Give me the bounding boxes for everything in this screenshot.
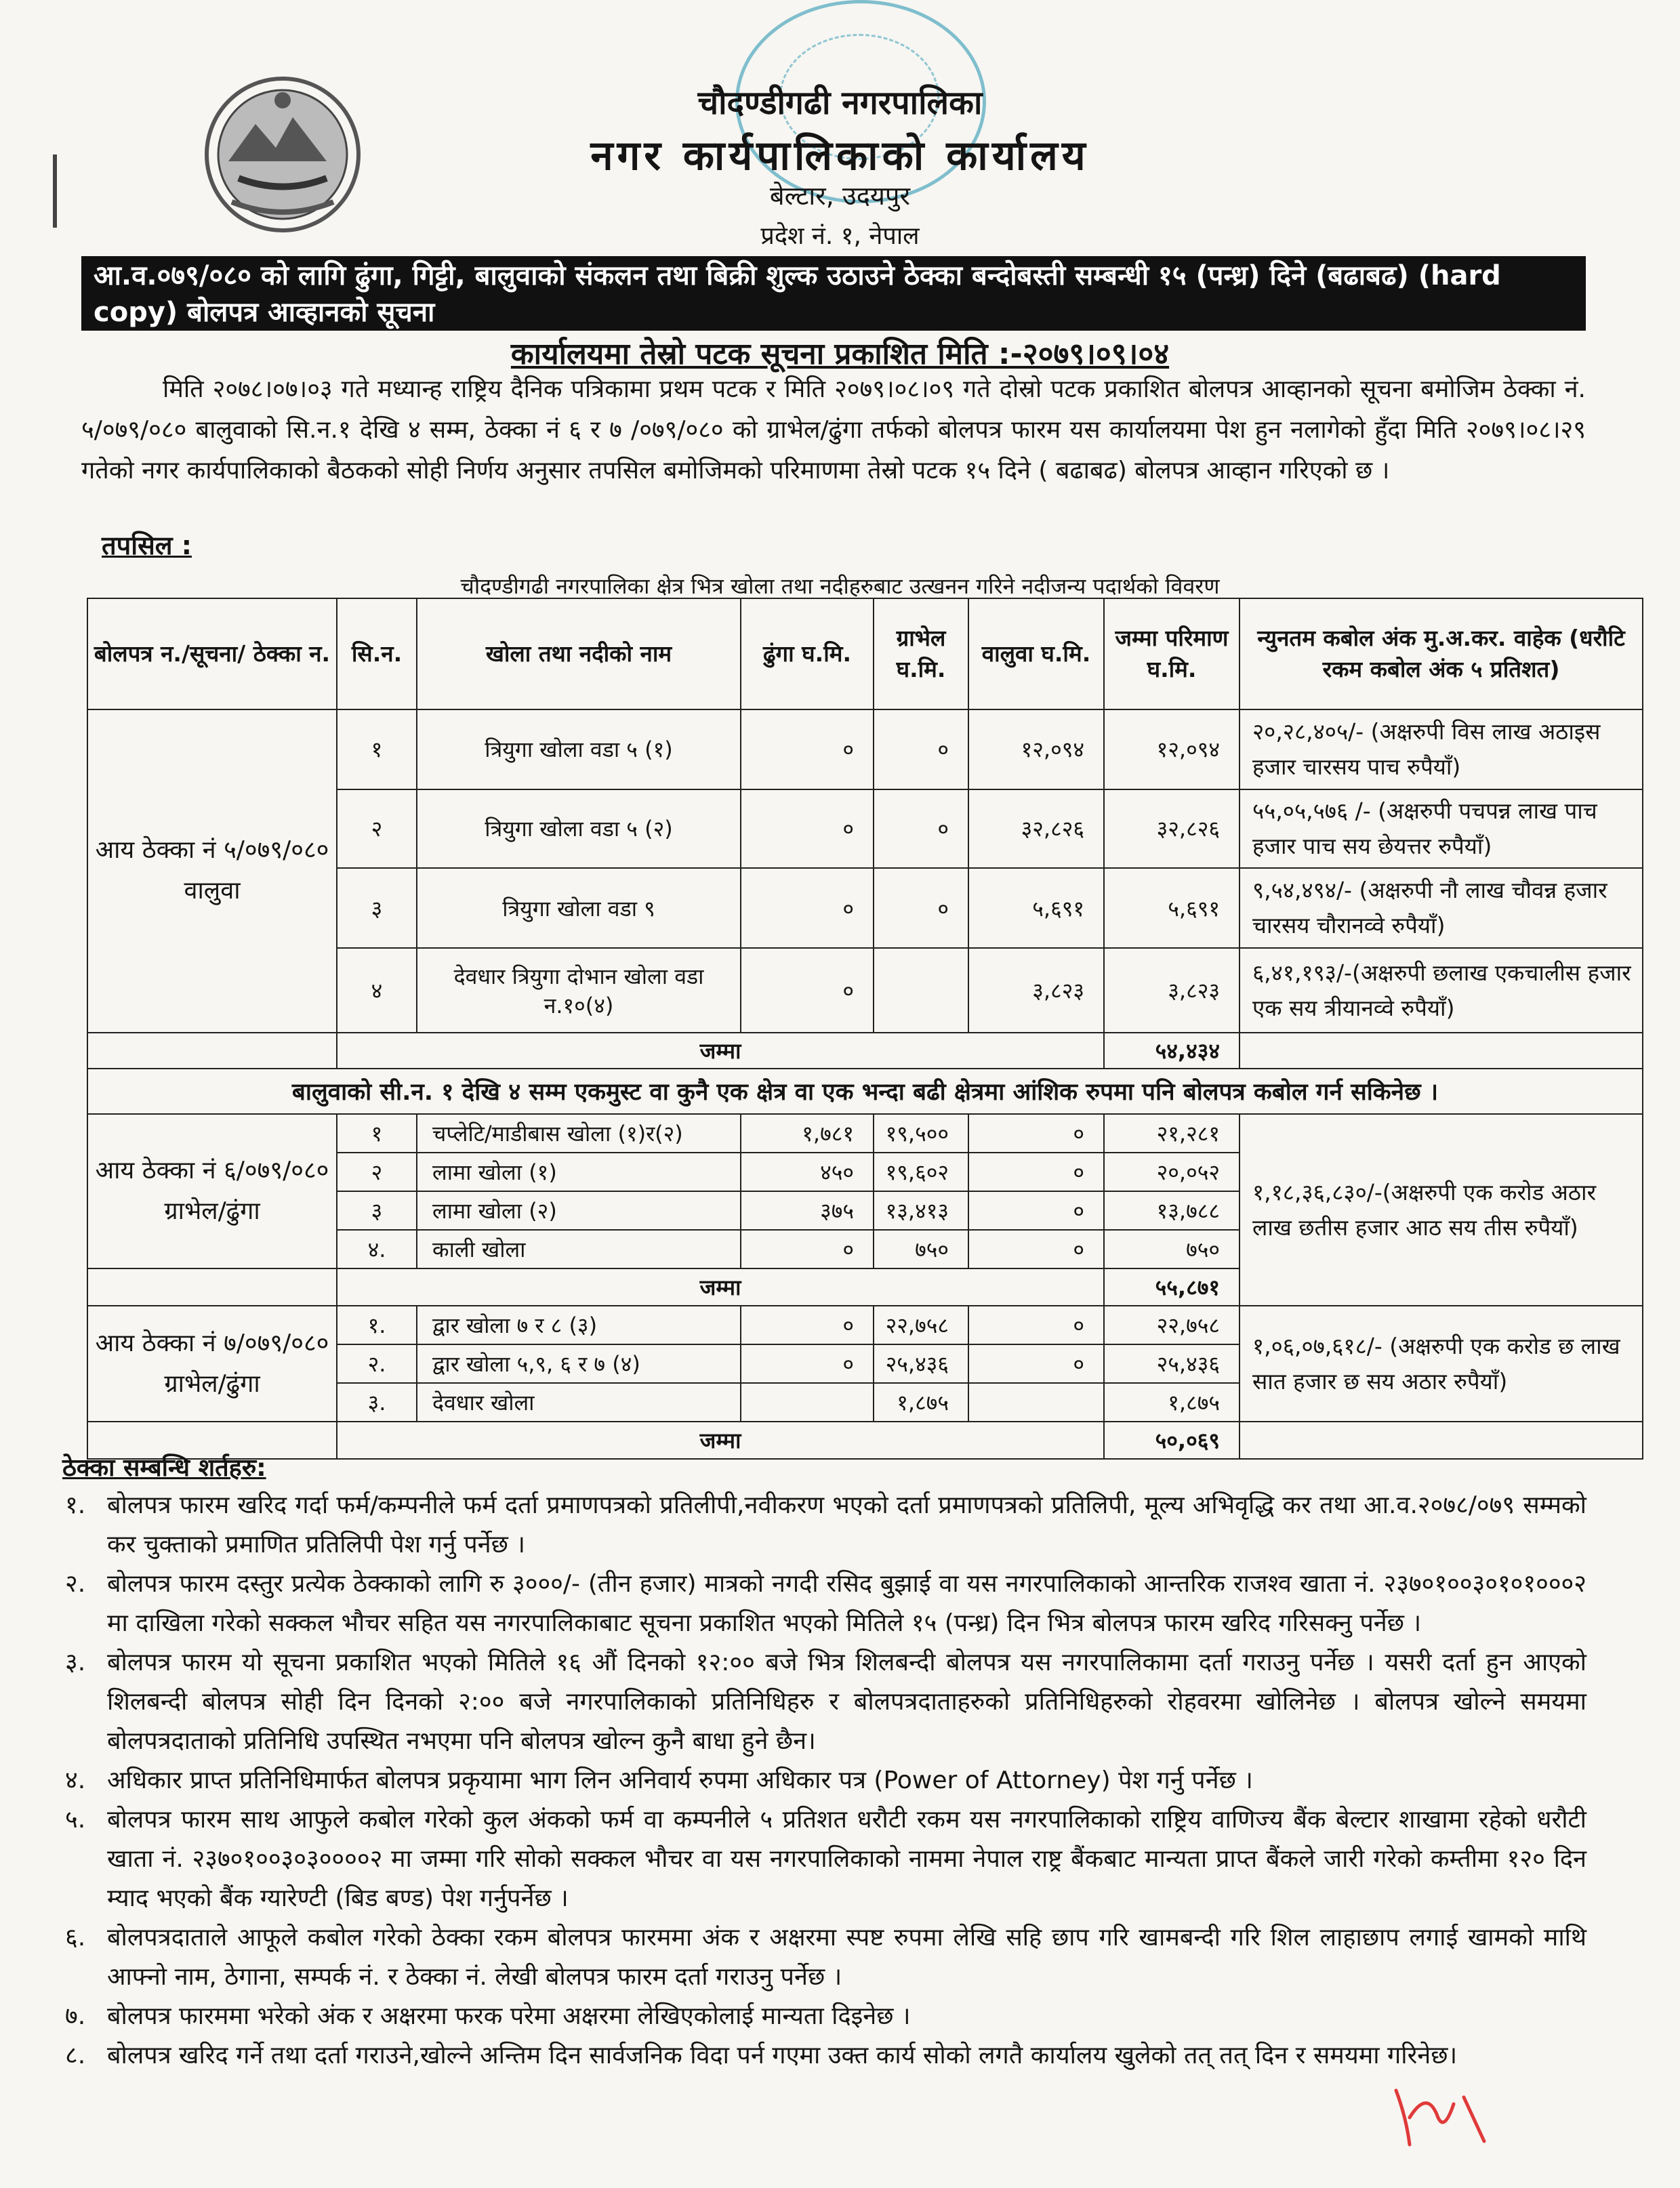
total-label: जम्मा	[337, 1268, 1104, 1306]
total-label: जम्मा	[337, 1422, 1104, 1459]
total-label: जम्मा	[337, 1033, 1104, 1069]
condition-number: ३.	[65, 1649, 86, 1676]
condition-number: ५.	[65, 1806, 86, 1834]
stone-cell: ०	[741, 868, 874, 948]
sand-cell: ५,६९१	[968, 868, 1104, 948]
stone-cell: ०	[741, 1344, 874, 1383]
header-total: जम्मा परिमाण घ.मि.	[1104, 598, 1239, 709]
sn-cell: ३	[337, 868, 417, 948]
condition-text: बोलपत्रदाताले आफूले कबोल गरेको ठेक्का रकम बोलपत्र फारममा अंक र अक्षरमा स्पष्ट रुपमा लेखि सहि छाप गरि खामबन्दी गरि शिल लाहाछाप लगाई खामको माथि आफ्नो नाम, ठेगाना, सम्पर्क नं. र ठेक्का नं. लेखी बोलपत्र फारम दर्ता गराउनु पर्नेछ ।	[107, 1924, 1586, 1991]
sand-cell: ०	[968, 1114, 1104, 1153]
min-bid-cell: १,१८,३६,८३०/-(अक्षरुपी एक करोड अठार लाख छतीस हजार आठ सय तीस रुपैयाँ)	[1239, 1114, 1643, 1306]
condition-text: बोलपत्र फारम साथ आफुले कबोल गरेको कुल अंकको फर्म वा कम्पनीले ५ प्रतिशत धरौटी रकम यस नगरपालिकाको राष्ट्रिय वाणिज्य बैंक बेल्टार शाखामा रहेको धरौटी खाता नं. २३७०१००३०३००००२ मा जम्मा गरि सोको सक्कल भौचर वा यस नगरपालिकाको नाममा नेपाल राष्ट्र बैंकबाट मान्यता प्राप्त बैंकले जारी गरेको कम्तीमा १२० दिन म्याद भएको बैंक ग्यारेण्टी (बिड बण्ड) पेश गर्नुपर्नेछ ।	[107, 1806, 1586, 1912]
total-cell: ५,६९१	[1104, 868, 1239, 948]
intro-paragraph: मिति २०७८।०७।०३ गते मध्यान्ह राष्ट्रिय दैनिक पत्रिकामा प्रथम पटक र मिति २०७९।०८।०९ गते दोस्रो पटक प्रकाशित बोलपत्र आव्हानको सूचना बमोजिम ठेक्का नं. ५/०७९/०८० बालुवाको सि.न.१ देखि ४ सम्म, ठेक्का नं ६ र ७ /०७९/०८० को ग्राभेल/ढुंगा तर्फको बोलपत्र फारम यस कार्यालयमा पेश हुन नलागेको हुँदा मिति २०७९।०८।२९ गतेको नगर कार्यपालिकाको बैठकको सोही निर्णय अनुसार तपसिल बमोजिमको परिमाणमा तेस्रो पटक १५ दिने ( बढाबढ) बोलपत्र आव्हान गरिएको छ ।	[81, 375, 1586, 484]
group-total: ५५,८७१	[1104, 1268, 1239, 1306]
sand-note: बालुवाको सी.न. १ देखि ४ सम्म एकमुस्ट वा कुनै एक क्षेत्र वा एक भन्दा बढी क्षेत्रमा आंशिक रुपमा पनि बोलपत्र कबोल गर्न सकिनेछ ।	[87, 1069, 1643, 1115]
gravel-cell: ०	[874, 868, 968, 948]
condition-text: बोलपत्र फारम दस्तुर प्रत्येक ठेक्काको लागि रु ३०००/- (तीन हजार) मात्रको नगदी रसिद बुझाई वा यस नगरपालिकाको आन्तरिक राजश्व खाता नं. २३७०१००३०१०१०००२ मा दाखिला गरेको सक्कल भौचर सहित यस नगरपालिकाबाट सूचना प्रकाशित भएको मितिले १५ (पन्ध्र) दिन भित्र बोलपत्र फारम खरिद गरिसक्नु पर्नेछ ।	[107, 1570, 1586, 1637]
total-cell: १,८७५	[1104, 1383, 1239, 1422]
total-row	[87, 1422, 1643, 1459]
stone-cell: ३७५	[741, 1191, 874, 1230]
stone-cell: १,७८१	[741, 1114, 874, 1153]
sn-cell: १	[337, 709, 417, 789]
municipality-name: चौदण्डीगढी नगरपालिका	[697, 84, 983, 122]
river-cell: त्रियुगा खोला वडा ९	[417, 868, 741, 948]
conditions-list	[65, 1486, 1586, 2076]
river-cell: द्वार खोला ७ र ८ (३)	[417, 1306, 741, 1344]
gravel-cell: ०	[874, 789, 968, 868]
gravel-cell: ०	[874, 709, 968, 789]
contract-cell: आय ठेक्का नं ७/०७९/०८० ग्राभेल/ढुंगा	[87, 1306, 337, 1422]
river-cell: देवधार खोला	[417, 1383, 741, 1422]
sand-cell: १२,०९४	[968, 709, 1104, 789]
condition-item	[65, 1918, 1586, 1997]
stone-cell: ०	[741, 709, 874, 789]
header-sn: सि.न.	[337, 598, 417, 709]
total-cell: ३२,८२६	[1104, 789, 1239, 868]
total-cell: १२,०९४	[1104, 709, 1239, 789]
total-row	[87, 1033, 1643, 1069]
condition-item	[65, 1643, 1586, 1761]
condition-text: बोलपत्र फारम खरिद गर्दा फर्म/कम्पनीले फर्म दर्ता प्रमाणपत्रको प्रतिलीपी,नवीकरण भएको दर्ता प्रमाणपत्रको प्रतिलिपी, मूल्य अभिवृद्धि कर तथा आ.व.२०७८/०७९ सम्मको कर चुक्ताको प्रमाणित प्रतिलिपी पेश गर्नु पर्नेछ ।	[107, 1491, 1586, 1559]
sn-cell: १.	[337, 1306, 417, 1344]
condition-item	[65, 1761, 1586, 1800]
min-bid-cell: ५५,०५,५७६ /- (अक्षरुपी पचपन्न लाख पाच हजार पाच सय छेयत्तर रुपैयाँ)	[1239, 789, 1643, 868]
condition-item	[65, 2036, 1586, 2076]
sn-cell: ४.	[337, 1230, 417, 1268]
signature-mark	[1389, 2077, 1498, 2151]
header-gravel: ग्राभेल घ.मि.	[874, 598, 968, 709]
conditions-heading: ठेक्का सम्बन्धि शर्तहरु:	[62, 1454, 266, 1482]
table-row	[87, 1306, 1643, 1344]
sand-cell: ३,८२३	[968, 948, 1104, 1033]
sand-note-row	[87, 1069, 1643, 1115]
gravel-cell: १,८७५	[874, 1383, 968, 1422]
sand-cell: ०	[968, 1230, 1104, 1268]
stone-cell	[741, 1383, 874, 1422]
river-cell: चप्लेटि/माडीबास खोला (१)र(२)	[417, 1114, 741, 1153]
condition-text: बोलपत्र फारममा भरेको अंक र अक्षरमा फरक परेमा अक्षरमा लेखिएकोलाई मान्यता दिइनेछ ।	[107, 2002, 911, 2030]
river-cell: लामा खोला (२)	[417, 1191, 741, 1230]
extraction-table	[87, 598, 1643, 1460]
contract-cell-filler	[87, 1033, 337, 1069]
header-contract: बोलपत्र न./सूचना/ ठेक्का न.	[87, 598, 337, 709]
river-cell: लामा खोला (१)	[417, 1153, 741, 1191]
condition-number: २.	[65, 1570, 86, 1598]
group-total: ५४,४३४	[1104, 1033, 1239, 1069]
contract-cell: आय ठेक्का नं ६/०७९/०८० ग्राभेल/ढुंगा	[87, 1114, 337, 1268]
condition-item	[65, 1800, 1586, 1918]
condition-number: ७.	[65, 2002, 86, 2030]
sand-cell: ०	[968, 1344, 1104, 1383]
min-bid-cell: ६,४१,१९३/-(अक्षरुपी छलाख एकचालीस हजार एक सय त्रीयानव्वे रुपैयाँ)	[1239, 948, 1643, 1033]
province-line: प्रदेश नं. १, नेपाल	[760, 222, 920, 250]
river-cell: काली खोला	[417, 1230, 741, 1268]
sand-cell: ०	[968, 1306, 1104, 1344]
condition-item	[65, 1486, 1586, 1565]
sn-cell: ३.	[337, 1383, 417, 1422]
sn-cell: २.	[337, 1344, 417, 1383]
sn-cell: १	[337, 1114, 417, 1153]
contract-cell-filler	[87, 1268, 337, 1306]
river-cell: त्रियुगा खोला वडा ५ (१)	[417, 709, 741, 789]
min-bid-cell: ९,५४,४९४/- (अक्षरुपी नौ लाख चौवन्न हजार चारसय चौरानव्वे रुपैयाँ)	[1239, 868, 1643, 948]
republish-date-line: कार्यालयमा तेस्रो पटक सूचना प्रकाशित मिति :-२०७९।०९।०४	[510, 337, 1170, 371]
empty-cell	[1239, 1422, 1643, 1459]
empty-cell	[1239, 1033, 1643, 1069]
condition-text: अधिकार प्राप्त प्रतिनिधिमार्फत बोलपत्र प्रकृयामा भाग लिन अनिवार्य रुपमा अधिकार पत्र (Power of Attorney) पेश गर्नु पर्नेछ ।	[107, 1767, 1253, 1794]
sand-cell: ०	[968, 1153, 1104, 1191]
office-name: नगर कार्यपालिकाको कार्यालय	[590, 132, 1090, 180]
contract-cell: आय ठेक्का नं ५/०७९/०८० वालुवा	[87, 709, 337, 1033]
header-min-bid: न्युनतम कबोल अंक मु.अ.कर. वाहेक (धरौटि रकम कबोल अंक ५ प्रतिशत)	[1239, 598, 1643, 709]
river-cell: द्वार खोला ५,९, ६ र ७ (४)	[417, 1344, 741, 1383]
gravel-cell: १९,५००	[874, 1114, 968, 1153]
condition-item	[65, 1997, 1586, 2036]
sand-cell	[968, 1383, 1104, 1422]
stone-cell: ४५०	[741, 1153, 874, 1191]
min-bid-cell: २०,२८,४०५/- (अक्षरुपी विस लाख अठाइस हजार चारसय पाच रुपैयाँ)	[1239, 709, 1643, 789]
stone-cell: ०	[741, 1230, 874, 1268]
river-cell: देवधार त्रियुगा दोभान खोला वडा न.१०(४)	[417, 948, 741, 1033]
sn-cell: ३	[337, 1191, 417, 1230]
total-cell: ७५०	[1104, 1230, 1239, 1268]
total-cell: १३,७८८	[1104, 1191, 1239, 1230]
gravel-cell: १३,४१३	[874, 1191, 968, 1230]
table-header-row	[87, 598, 1643, 709]
gravel-cell: २२,७५८	[874, 1306, 968, 1344]
stone-cell: ०	[741, 948, 874, 1033]
group-total: ५०,०६९	[1104, 1422, 1239, 1459]
sn-cell: २	[337, 1153, 417, 1191]
river-cell: त्रियुगा खोला वडा ५ (२)	[417, 789, 741, 868]
header-river: खोला तथा नदीको नाम	[417, 598, 741, 709]
stone-cell: ०	[741, 789, 874, 868]
condition-text: बोलपत्र फारम यो सूचना प्रकाशित भएको मितिले १६ औं दिनको १२:०० बजे भित्र शिलबन्दी बोलपत्र यस नगरपालिकामा दर्ता गराउनु पर्नेछ । यसरी दर्ता हुन आएको शिलबन्दी बोलपत्र सोही दिन दिनको २:०० बजे नगरपालिकाको प्रतिनिधिहरु र बोलपत्रदाताहरुको प्रतिनिधिहरुको रोहवरमा खोलिनेछ । बोलपत्र खोल्ने समयमा बोलपत्रदाताको प्रतिनिधि उपस्थित नभएमा पनि बोलपत्र खोल्न कुनै बाधा हुने छैन।	[107, 1649, 1586, 1755]
sand-cell: ३२,८२६	[968, 789, 1104, 868]
condition-item	[65, 1565, 1586, 1643]
header-stone: ढुंगा घ.मि.	[741, 598, 874, 709]
sn-cell: ४	[337, 948, 417, 1033]
min-bid-cell: १,०६,०७,६१८/- (अक्षरुपी एक करोड छ लाख सात हजार छ सय अठार रुपैयाँ)	[1239, 1306, 1643, 1422]
header-sand: वालुवा घ.मि.	[968, 598, 1104, 709]
gravel-cell: १९,६०२	[874, 1153, 968, 1191]
total-cell: २०,०५२	[1104, 1153, 1239, 1191]
total-cell: २२,७५८	[1104, 1306, 1239, 1344]
total-cell: ३,८२३	[1104, 948, 1239, 1033]
condition-text: बोलपत्र खरिद गर्ने तथा दर्ता गराउने,खोल्ने अन्तिम दिन सार्वजनिक विदा पर्न गएमा उक्त कार्य सोको लगतै कार्यालय खुलेको तत् तत् दिन र समयमा गरिनेछ।	[107, 2042, 1458, 2069]
condition-number: ८.	[65, 2042, 86, 2069]
condition-number: ४.	[65, 1767, 86, 1794]
sand-cell: ०	[968, 1191, 1104, 1230]
condition-number: १.	[65, 1491, 86, 1519]
sn-cell: २	[337, 789, 417, 868]
gravel-cell: २५,४३६	[874, 1344, 968, 1383]
total-cell: २५,४३६	[1104, 1344, 1239, 1383]
table-row	[87, 709, 1643, 789]
tapasil-label: तपसिल :	[102, 531, 192, 560]
gravel-cell	[874, 948, 968, 1033]
table-row	[87, 1114, 1643, 1153]
table-caption: चौदण्डीगढी नगरपालिका क्षेत्र भित्र खोला तथा नदीहरुबाट उत्खनन गरिने नदीजन्य पदार्थको विवरण	[460, 573, 1220, 599]
office-address: बेल्टार, उदयपुर	[769, 181, 911, 211]
stone-cell: ०	[741, 1306, 874, 1344]
total-cell: २१,२८१	[1104, 1114, 1239, 1153]
condition-number: ६.	[65, 1924, 86, 1952]
notice-title-banner: आ.व.०७९/०८० को लागि ढुंगा, गिट्टी, बालुवाको संकलन तथा बिक्री शुल्क उठाउने ठेक्का बन्दोबस्ती सम्बन्धी १५ (पन्ध्र) दिने (बढाबढ) (hard copy) बोलपत्र आव्हानको सूचना	[81, 256, 1586, 331]
gravel-cell: ७५०	[874, 1230, 968, 1268]
